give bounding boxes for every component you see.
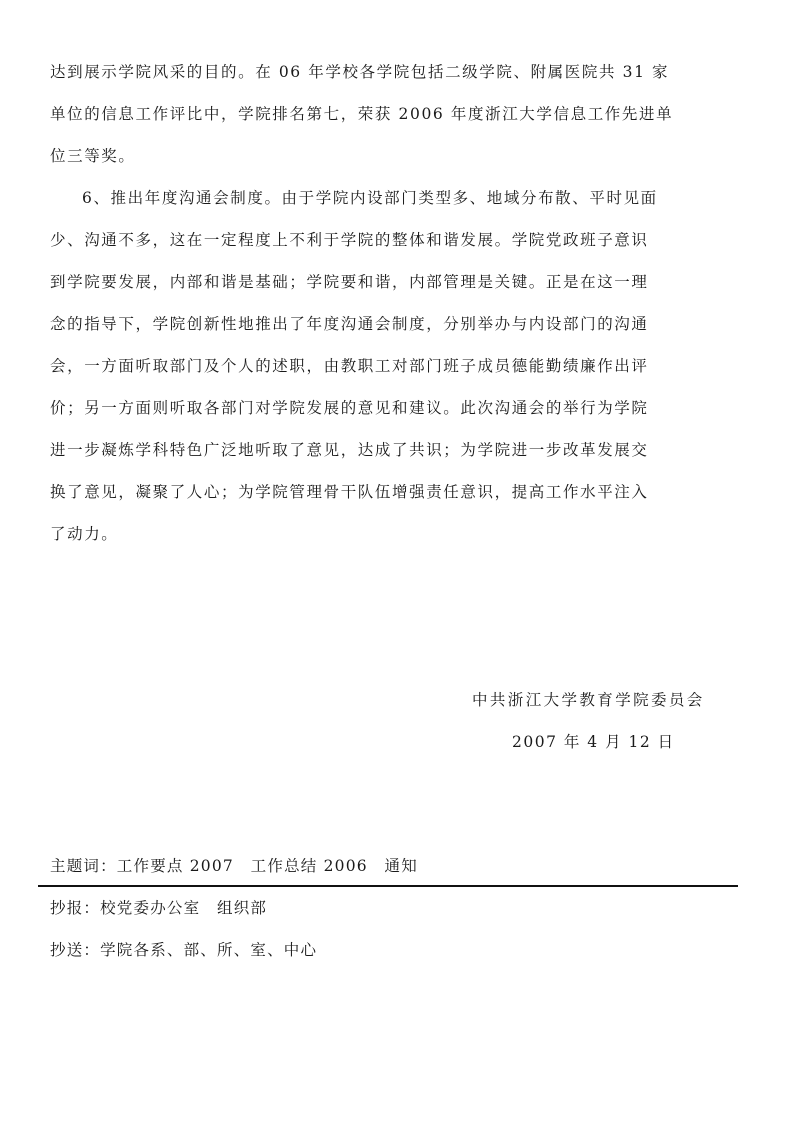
- text-line: 念的指导下，学院创新性地推出了年度沟通会制度，分别举办与内设部门的沟通: [50, 315, 649, 333]
- issuing-organization: 中共浙江大学教育学院委员会: [472, 691, 705, 709]
- text-line: 进一步凝炼学科特色广泛地听取了意见，达成了共识；为学院进一步改革发展交: [50, 441, 649, 459]
- footer-divider: [38, 885, 738, 887]
- text-line: 了动力。: [50, 525, 119, 543]
- text-line: 换了意见，凝聚了人心；为学院管理骨干队伍增强责任意识，提高工作水平注入: [50, 483, 649, 501]
- copy-to: 抄送：学院各系、部、所、室、中心: [50, 941, 318, 959]
- report-to: 抄报：校党委办公室 组织部: [50, 899, 268, 917]
- text-line: 位三等奖。: [50, 147, 136, 165]
- text-line: 到学院要发展，内部和谐是基础；学院要和谐，内部管理是关键。正是在这一理: [50, 273, 649, 291]
- text-line: 少、沟通不多，这在一定程度上不利于学院的整体和谐发展。学院党政班子意识: [50, 231, 649, 249]
- text-line: 达到展示学院风采的目的。在 06 年学校各学院包括二级学院、附属医院共 31 家: [50, 63, 670, 81]
- text-line: 价；另一方面则听取各部门对学院发展的意见和建议。此次沟通会的举行为学院: [50, 399, 649, 417]
- issue-date: 2007 年 4 月 12 日: [512, 733, 675, 751]
- text-line: 会，一方面听取部门及个人的述职，由教职工对部门班子成员德能勤绩廉作出评: [50, 357, 649, 375]
- text-line: 6、推出年度沟通会制度。由于学院内设部门类型多、地域分布散、平时见面: [82, 189, 658, 207]
- text-line: 单位的信息工作评比中，学院排名第七，荣获 2006 年度浙江大学信息工作先进单: [50, 105, 674, 123]
- subject-keywords: 主题词：工作要点 2007 工作总结 2006 通知: [50, 857, 418, 875]
